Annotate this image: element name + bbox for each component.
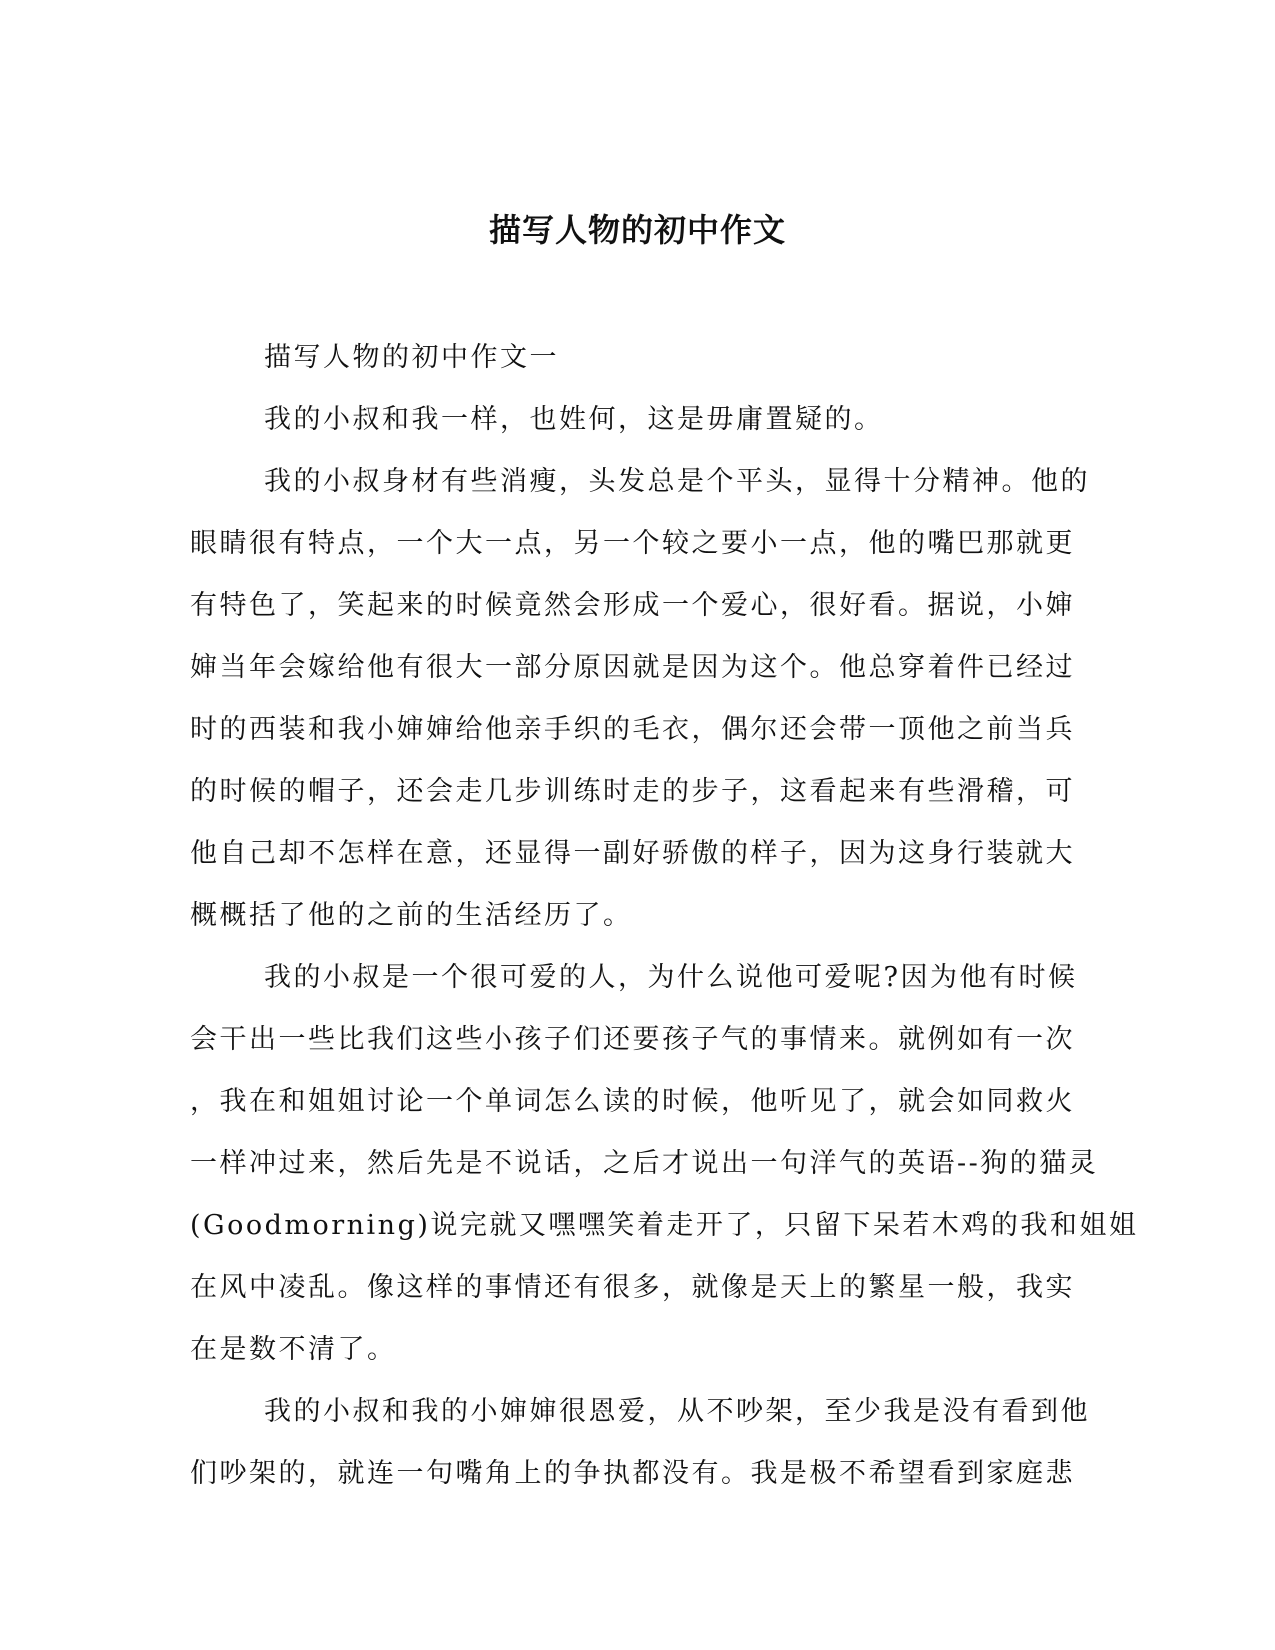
document-body <box>190 327 1139 1505</box>
text-line: (Goodmorning)说完就又嘿嘿笑着走开了，只留下呆若木鸡的我和姐姐 <box>190 1210 1139 1241</box>
document-title: 描写人物的初中作文 <box>488 211 786 249</box>
text-line: 们吵架的，就连一句嘴角上的争执都没有。我是极不希望看到家庭悲 <box>190 1458 1075 1489</box>
text-line: 婶当年会嫁给他有很大一部分原因就是因为这个。他总穿着件已经过 <box>190 652 1075 683</box>
text-line: 描写人物的初中作文一 <box>264 342 559 373</box>
text-line: 概概括了他的之前的生活经历了。 <box>190 900 633 931</box>
text-line: 的时候的帽子，还会走几步训练时走的步子，这看起来有些滑稽，可 <box>190 776 1075 807</box>
text-line: 我的小叔和我一样，也姓何，这是毋庸置疑的。 <box>264 404 884 435</box>
text-line: 我的小叔是一个很可爱的人，为什么说他可爱呢?因为他有时候 <box>264 962 1078 993</box>
text-line: 在是数不清了。 <box>190 1334 397 1365</box>
text-line: 他自己却不怎样在意，还显得一副好骄傲的样子，因为这身行装就大 <box>190 838 1075 869</box>
text-line: 时的西装和我小婶婶给他亲手织的毛衣，偶尔还会带一顶他之前当兵 <box>190 714 1075 745</box>
text-line: 有特色了，笑起来的时候竟然会形成一个爱心，很好看。据说，小婶 <box>190 590 1075 621</box>
text-line: 我的小叔和我的小婶婶很恩爱，从不吵架，至少我是没有看到他 <box>264 1396 1090 1427</box>
text-line: 在风中凌乱。像这样的事情还有很多，就像是天上的繁星一般，我实 <box>190 1272 1075 1303</box>
text-line: 会干出一些比我们这些小孩子们还要孩子气的事情来。就例如有一次 <box>190 1024 1075 1055</box>
text-line: 眼睛很有特点，一个大一点，另一个较之要小一点，他的嘴巴那就更 <box>190 528 1075 559</box>
text-line: 一样冲过来，然后先是不说话，之后才说出一句洋气的英语--狗的猫灵 <box>190 1148 1099 1179</box>
text-line: 我的小叔身材有些消瘦，头发总是个平头，显得十分精神。他的 <box>264 466 1090 497</box>
text-line: ，我在和姐姐讨论一个单词怎么读的时候，他听见了，就会如同救火 <box>190 1086 1075 1117</box>
